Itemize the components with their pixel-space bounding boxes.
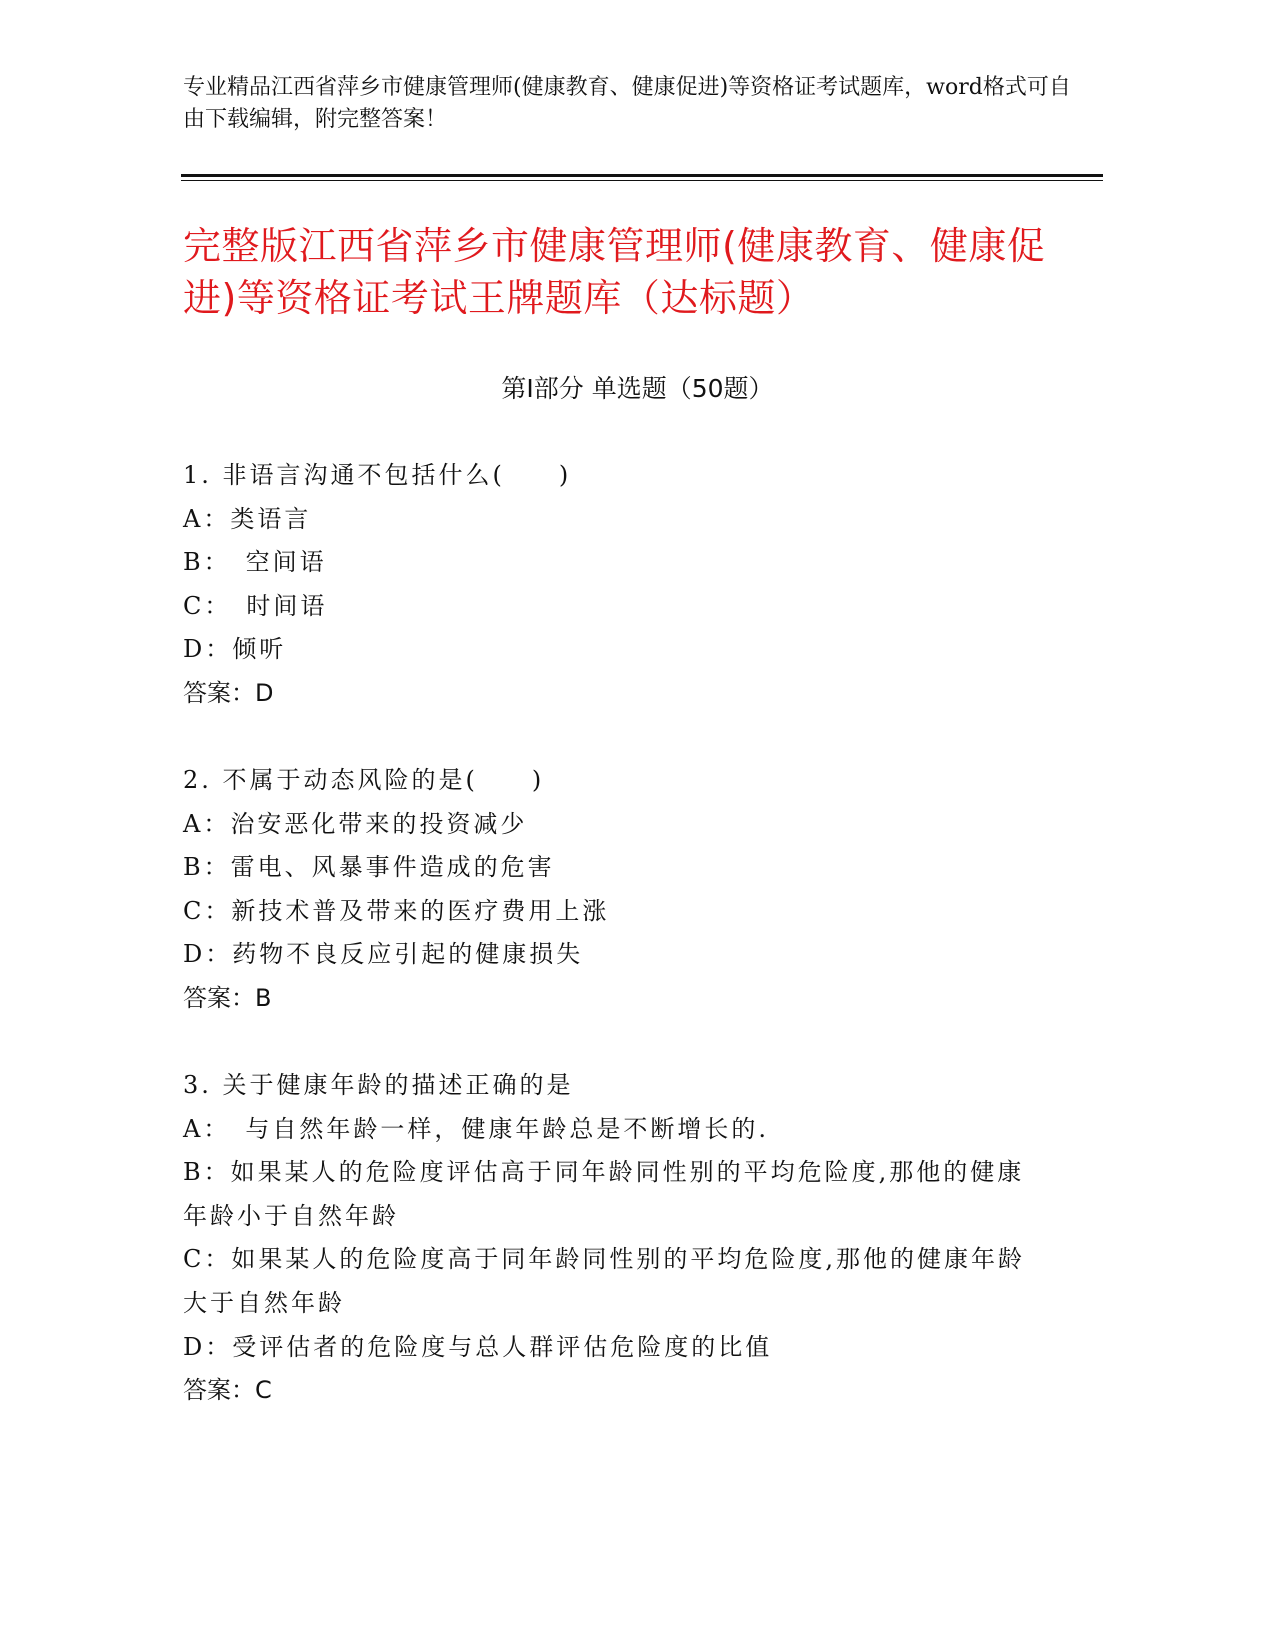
option-a: A：治安恶化带来的投资减少 — [183, 809, 528, 838]
option-a: A： 与自然年龄一样，健康年龄总是不断增长的. — [183, 1114, 769, 1143]
option-c: C：新技术普及带来的医疗费用上涨 — [183, 896, 610, 925]
question-stem: 3. 关于健康年龄的描述正确的是 — [183, 1071, 574, 1099]
divider-thin-line — [181, 180, 1103, 181]
document-title: 完整版江西省萍乡市健康管理师(健康教育、健康促进)等资格证考试王牌题库（达标题） — [183, 224, 1046, 320]
section-heading: 第Ⅰ部分 单选题（50题） — [501, 374, 774, 403]
option-d: D：受评估者的危险度与总人群评估危险度的比值 — [183, 1332, 773, 1361]
option-b: B：如果某人的危险度评估高于同年龄同性别的平均危险度,那他的健康年龄小于自然年龄 — [183, 1158, 1025, 1230]
question-stem: 1. 非语言沟通不包括什么( ) — [183, 461, 572, 489]
document-header: 专业精品江西省萍乡市健康管理师(健康教育、健康促进)等资格证考试题库，word格式可自由下载编辑，附完整答案！ — [183, 75, 1071, 132]
question-3 — [183, 1064, 1033, 1413]
question-1 — [183, 454, 1033, 716]
divider-thick-line — [181, 174, 1103, 177]
option-b: B： 空间语 — [183, 548, 327, 577]
answer-text: 答案：B — [183, 983, 272, 1012]
option-c: C： 时间语 — [183, 591, 328, 620]
answer-text: 答案：C — [183, 1376, 272, 1405]
answer-text: 答案：D — [183, 678, 274, 707]
option-b: B：雷电、风暴事件造成的危害 — [183, 853, 555, 882]
option-d: D：药物不良反应引起的健康损失 — [183, 940, 584, 969]
question-2 — [183, 759, 1033, 1021]
option-d: D：倾听 — [183, 635, 287, 664]
header-divider — [181, 174, 1103, 181]
question-stem: 2. 不属于动态风险的是( ) — [183, 766, 545, 794]
option-a: A：类语言 — [183, 504, 312, 533]
option-c: C：如果某人的危险度高于同年龄同性别的平均危险度,那他的健康年龄大于自然年龄 — [183, 1245, 1025, 1317]
